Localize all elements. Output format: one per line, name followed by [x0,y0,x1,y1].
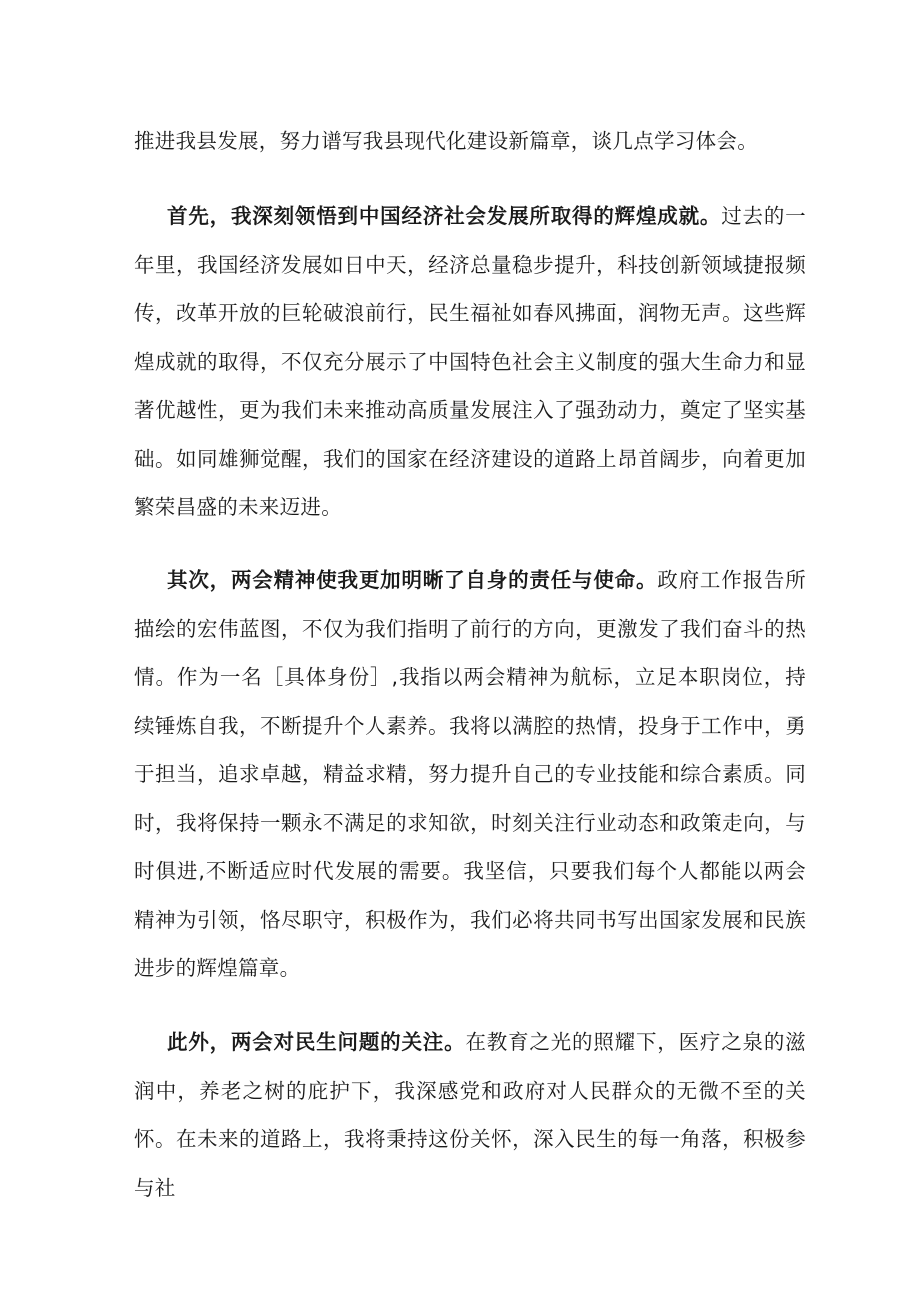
paragraph-responsibility [134,556,806,993]
paragraph-text: 政府工作报告所描绘的宏伟蓝图，不仅为我们指明了前行的方向，更激发了我们奋斗的热情。作为一名［具体身份］,我指以两会精神为航标，立足本职岗位，持续锤炼自我，不断提升个人素养。我将以满腔的热情，投身于工作中，勇于担当，追求卓越，精益求精，努力提升自己的专业技能和综合素质。同时，我将保持一颗永不满足的求知欲，时刻关注行业动态和政策走向，与时俱进,不断适应时代发展的需要。我坚信，只要我们每个人都能以两会精神为引领，恪尽职守，积极作为，我们必将共同书写出国家发展和民族进步的辉煌篇章。 [134,568,806,980]
paragraph-lead-bold: 首先，我深刻领悟到中国经济社会发展所取得的辉煌成就。 [167,204,722,228]
paragraph-livelihood [134,1018,806,1212]
paragraph-continuation [134,117,806,166]
paragraph-achievements [134,192,806,532]
paragraph-lead-bold: 此外，两会对民生问题的关注。 [167,1030,466,1054]
paragraph-text: 推进我县发展，努力谱写我县现代化建设新篇章，谈几点学习体会。 [134,129,758,153]
paragraph-text: 在教育之光的照耀下，医疗之泉的滋润中，养老之树的庇护下，我深感党和政府对人民群众的无微不至的关怀。在未来的道路上，我将秉持这份关怀，深入民生的每一角落，积极参与社 [134,1030,806,1200]
paragraph-text: 过去的一年里，我国经济发展如日中天，经济总量稳步提升，科技创新领域捷报频传，改革开放的巨轮破浪前行，民生福祉如春风拂面，润物无声。这些辉煌成就的取得，不仅充分展示了中国特色社会主义制度的强大生命力和显著优越性，更为我们未来推动高质量发展注入了强劲动力，奠定了坚实基础。如同雄狮觉醒，我们的国家在经济建设的道路上昂首阔步，向着更加繁荣昌盛的未来迈进。 [134,204,806,519]
paragraph-lead-bold: 其次，两会精神使我更加明晰了自身的责任与使命。 [167,568,658,592]
